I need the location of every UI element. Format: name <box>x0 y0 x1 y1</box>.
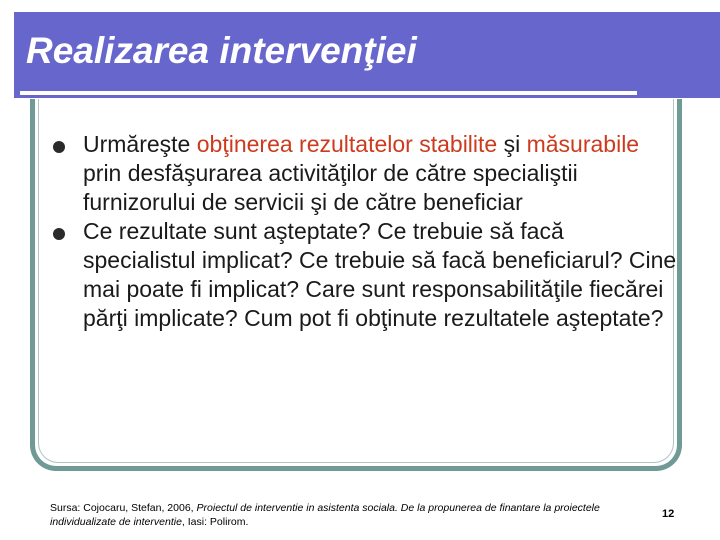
bullet-item <box>50 130 680 217</box>
source-title: Proiectul de interventie in asistenta sociala. De la propunerea de finantare la proiectele individualizate de interventie <box>50 502 600 528</box>
bullet-highlight: măsurabile <box>526 131 640 157</box>
bullet-segment: şi <box>497 131 527 157</box>
bullet-list <box>50 130 680 333</box>
bullet-segment: prin desfăşurarea activităţilor de către specialiştii furnizorului de servicii şi de către beneficiar <box>83 160 578 215</box>
bullet-dot-icon <box>53 228 65 240</box>
bullet-dot-icon <box>53 141 65 153</box>
bullet-segment: Urmăreşte <box>83 131 197 157</box>
slide-title: Realizarea intervenţiei <box>26 30 417 71</box>
bullet-segment: Ce rezultate sunt aşteptate? Ce trebuie să facă specialistul implicat? Ce trebuie să facă beneficiarul? Cine mai poate fi implicat? Care sunt responsabilităţile fiecărei părţi implicate? Cum pot fi obţinute rezultatele aşteptate? <box>83 218 677 331</box>
title-underline <box>20 91 637 95</box>
source-prefix: Sursa: Cojocaru, Stefan, 2006, <box>50 502 197 514</box>
source-citation <box>50 501 640 529</box>
bullet-highlight: obţinerea rezultatelor stabilite <box>196 131 498 157</box>
bullet-item <box>50 217 680 333</box>
source-suffix: , Iasi: Polirom. <box>181 516 249 528</box>
page-number: 12 <box>662 508 675 520</box>
